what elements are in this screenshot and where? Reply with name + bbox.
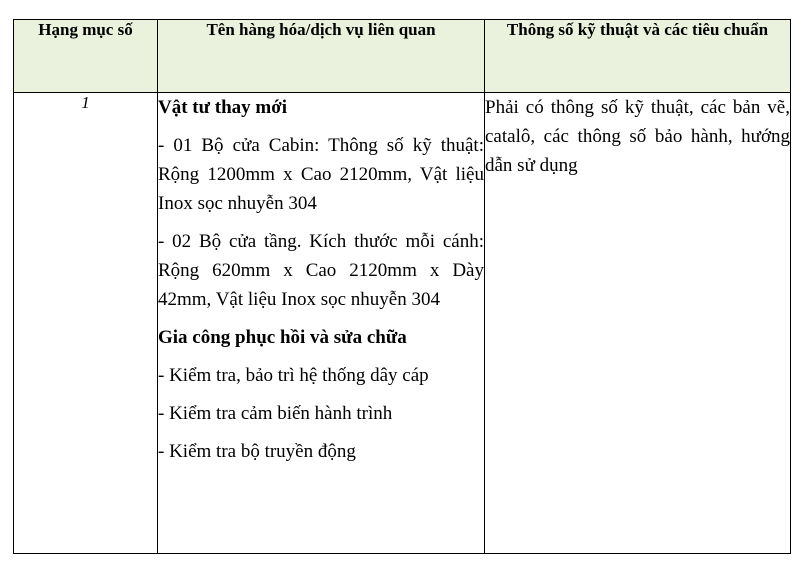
table-row <box>14 93 791 554</box>
list-item-drive-check: - Kiểm tra bộ truyền động <box>158 441 356 462</box>
section-title-repair: Gia công phục hồi và sửa chữa <box>158 327 407 348</box>
table-header-row <box>14 20 791 93</box>
list-item-sensor-check: - Kiểm tra cảm biến hành trình <box>158 403 393 424</box>
header-item-number: Hạng mục số <box>14 20 158 93</box>
list-item-cable-check: - Kiểm tra, bảo trì hệ thống dây cáp <box>158 365 429 386</box>
technical-spec-cell: Phải có thông số kỹ thuật, các bản vẽ, catalô, các thông số bảo hành, hướng dẫn sử dụng <box>485 93 791 554</box>
list-item-floor-door: - 02 Bộ cửa tầng. Kích thước mỗi cánh: Rộng 620mm x Cao 2120mm x Dày 42mm, Vật liệu Inox sọc nhuyễn 304 <box>158 231 484 310</box>
header-goods-services: Tên hàng hóa/dịch vụ liên quan <box>158 20 485 93</box>
technical-spec-table <box>13 19 791 554</box>
header-technical-specs: Thông số kỹ thuật và các tiêu chuẩn <box>485 20 791 93</box>
section-title-new-materials: Vật tư thay mới <box>158 97 288 118</box>
list-item-cabin-door: - 01 Bộ cửa Cabin: Thông số kỹ thuật: Rộng 1200mm x Cao 2120mm, Vật liệu Inox sọc nhuyễn 304 <box>158 135 484 214</box>
item-number-cell: 1 <box>14 93 158 554</box>
goods-services-cell <box>158 93 485 554</box>
